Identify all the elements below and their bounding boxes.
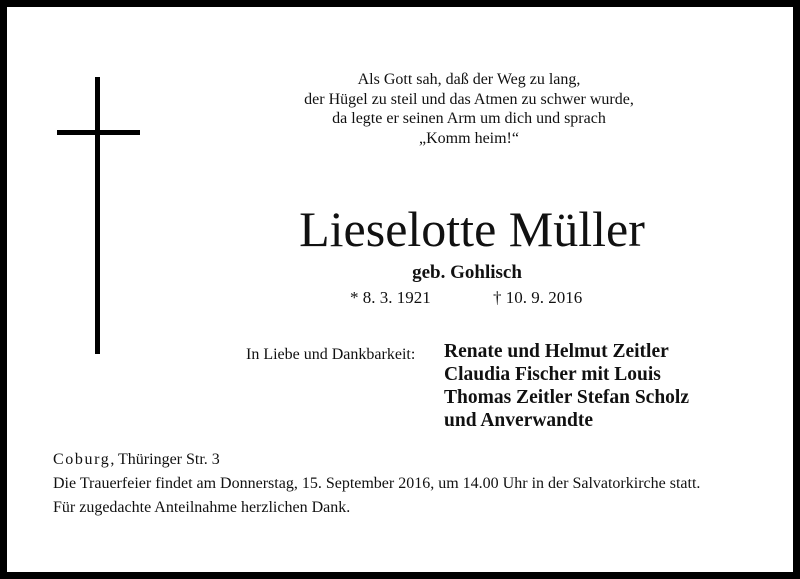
mourner-line: Thomas Zeitler Stefan Scholz (444, 387, 690, 408)
poem-line: Als Gott sah, daß der Weg zu lang, (357, 71, 581, 88)
birth-date: * 8. 3. 1921 (350, 288, 431, 307)
cross-vertical-bar (95, 77, 100, 354)
death-date: † 10. 9. 2016 (493, 288, 583, 307)
mourner-line: Claudia Fischer mit Louis (444, 364, 661, 385)
poem-line: der Hügel zu steil und das Atmen zu schwer wurde, (304, 90, 634, 108)
city: Coburg (53, 451, 111, 468)
poem-line: „Komm heim!“ (419, 129, 519, 147)
mourner-line: und Anverwandte (444, 410, 593, 431)
thanks-line: Für zugedachte Anteilnahme herzlichen Dank. (53, 499, 351, 516)
maiden-name: geb. Gohlisch (412, 262, 522, 283)
address-line (53, 448, 783, 472)
mourners-list (444, 340, 689, 432)
mourner-line: Renate und Helmut Zeitler (444, 341, 669, 362)
footer-notice (53, 448, 783, 520)
deceased-name: Lieselotte Müller (299, 201, 645, 257)
mourners-label: In Liebe und Dankbarkeit: (246, 346, 416, 363)
ceremony-line: Die Trauerfeier findet am Donnerstag, 15. September 2016, um 14.00 Uhr in der Salvatorkirche statt. (53, 475, 701, 492)
poem-line: da legte er seinen Arm um dich und sprach (332, 110, 606, 127)
poem (269, 70, 669, 148)
street-address: , Thüringer Str. 3 (110, 451, 220, 468)
cross-horizontal-bar (57, 130, 140, 135)
